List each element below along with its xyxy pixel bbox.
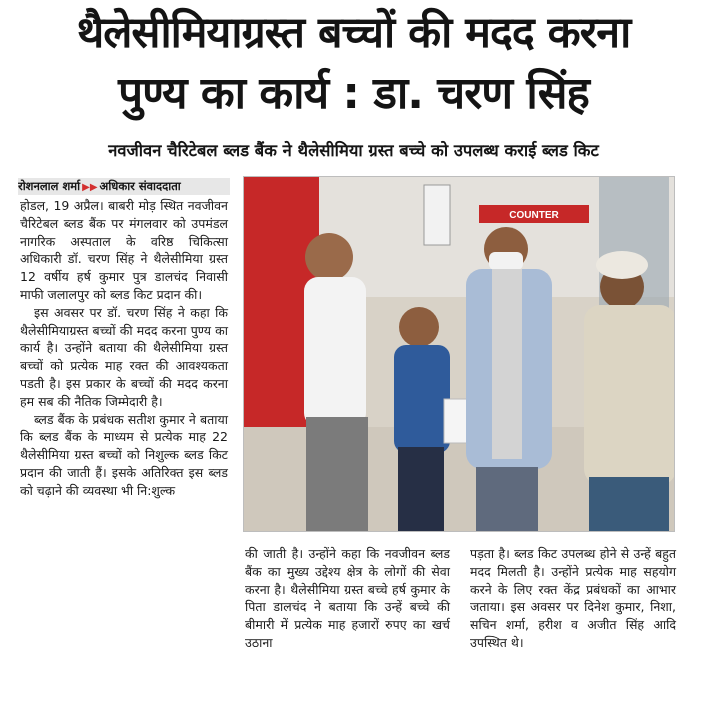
article-paragraph: इस अवसर पर डॉ. चरण सिंह ने कहा कि थैलेसीमियाग्रस्त बच्चों की मदद करना पुण्य का कार्य है। उन्होंने बताया की थैलेसीमिया ग्रस्त बच्चों को प्रत्येक माह रक्त की आवश्यकता पडती है। इस प्रकार के बच्चों की मदद करना हम सब की नैतिक जिम्मेदारी है।	[20, 304, 228, 409]
headline-line-2: पुण्य का कार्य : डा. चरण सिंह	[118, 68, 589, 119]
subheadline: नवजीवन चैरिटेबल ब्लड बैंक ने थैलेसीमिया ग्रस्त बच्चे को उपलब्ध कराई ब्लड किट	[108, 141, 599, 160]
article-column-2	[245, 545, 450, 652]
article-paragraph: ब्लड बैंक के प्रबंधक सतीश कुमार ने बताया कि ब्लड बैंक के माध्यम से प्रत्येक माह 22 थैलेसीमिया ग्रस्त बच्चों को निशुल्क ब्लड किट प्रदान की जाती हैं। इसके अतिरिक्त इस ब्लड को चढ़ाने की व्यवस्था भी नि:शुल्क	[20, 411, 228, 498]
article-paragraph: होडल, 19 अप्रैल। बाबरी मोड़ स्थित नवजीवन चैरिटेबल ब्लड बैंक पर मंगलवार को उपमंडल नागरिक अस्पताल के वरिष्ठ चिकित्सा अधिकारी डॉ. चरण सिंह ने थैलेसीमिया ग्रस्त 12 वर्षीय हर्ष कुमार पुत्र डालचंद निवासी माफी जलालपुर को ब्लड किट प्रदान की।	[20, 198, 228, 302]
news-photo	[243, 176, 675, 532]
byline-role: अधिकार संवाददाता	[99, 179, 181, 193]
photo-illustration	[244, 177, 675, 532]
article-paragraph: पड़ता है। ब्लड किट उपलब्ध होने से उन्हें बहुत मदद मिलती है। उन्होंने प्रत्येक माह सहयोग करने के लिए रक्त केंद्र प्रबंधकों का आभार जताया। इस अवसर पर दिनेश कुमार, निशा, सचिन शर्मा, हरीश व अजीत सिंह आदि उपस्थित थे।	[470, 546, 676, 650]
byline-author: रोशनलाल शर्मा	[18, 179, 81, 193]
article-paragraph: की जाती है। उन्होंने कहा कि नवजीवन ब्लड बैंक का मुख्य उद्देश्य क्षेत्र के लोगों की सेवा करना है। थैलेसीमिया ग्रस्त बच्चे हर्ष कुमार के पिता डालचंद ने बताया कि उन्हें बच्चे की बीमारी में प्रत्येक माह हजारों रुपए का खर्च उठाना	[245, 546, 450, 650]
counter-sign: COUNTER	[509, 210, 559, 221]
article-column-3	[470, 545, 676, 652]
byline-arrow-icon: ▶▶	[82, 182, 98, 193]
byline	[18, 178, 230, 195]
article-column-1	[20, 197, 228, 500]
headline-line-1: थैलेसीमियाग्रस्त बच्चों की मदद करना	[76, 8, 631, 58]
